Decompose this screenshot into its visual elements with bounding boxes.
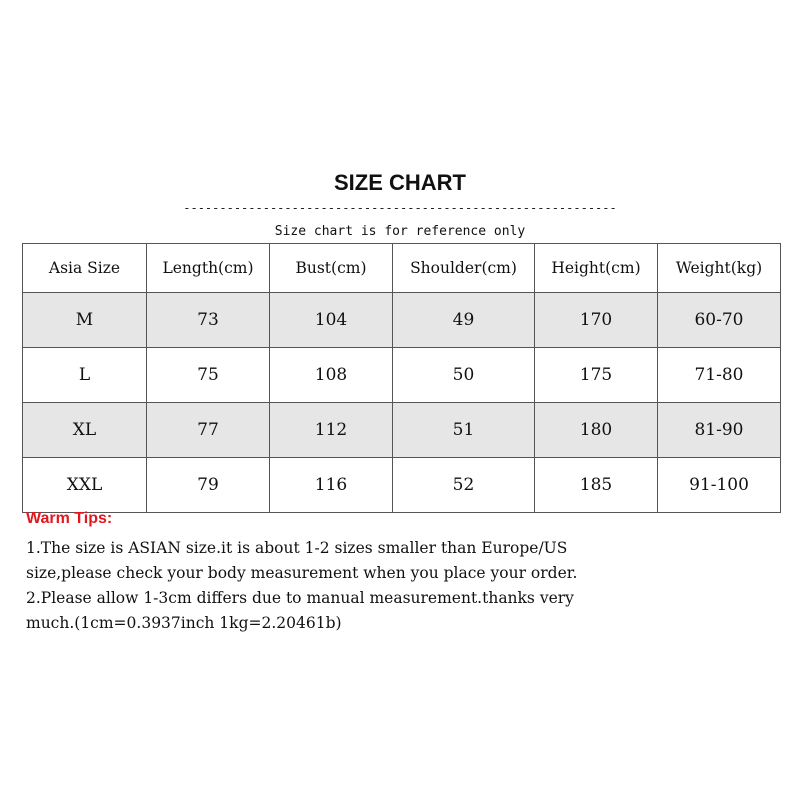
cell-weight: 60-70	[658, 293, 781, 348]
cell-length: 79	[147, 458, 270, 513]
cell-shoulder: 51	[393, 403, 535, 458]
warm-tips-title: Warm Tips:	[26, 510, 113, 527]
cell-size: XL	[23, 403, 147, 458]
cell-size: XXL	[23, 458, 147, 513]
header-bust: Bust(cm)	[270, 244, 393, 293]
table-row	[23, 293, 781, 348]
table-row	[23, 458, 781, 513]
tip-line: size,please check your body measurement when you place your order.	[26, 564, 578, 582]
warm-tips-text	[26, 536, 786, 636]
header-weight: Weight(kg)	[658, 244, 781, 293]
header-shoulder: Shoulder(cm)	[393, 244, 535, 293]
cell-size: L	[23, 348, 147, 403]
cell-shoulder: 52	[393, 458, 535, 513]
cell-bust: 116	[270, 458, 393, 513]
cell-weight: 71-80	[658, 348, 781, 403]
table-row	[23, 348, 781, 403]
cell-bust: 108	[270, 348, 393, 403]
size-table	[22, 243, 781, 513]
cell-height: 180	[535, 403, 658, 458]
tip-line: 1.The size is ASIAN size.it is about 1-2 sizes smaller than Europe/US	[26, 539, 568, 557]
cell-length: 75	[147, 348, 270, 403]
cell-shoulder: 49	[393, 293, 535, 348]
header-asia-size: Asia Size	[23, 244, 147, 293]
cell-shoulder: 50	[393, 348, 535, 403]
cell-length: 73	[147, 293, 270, 348]
cell-bust: 112	[270, 403, 393, 458]
page-title: SIZE CHART	[334, 170, 466, 195]
cell-weight: 91-100	[658, 458, 781, 513]
cell-height: 175	[535, 348, 658, 403]
cell-height: 185	[535, 458, 658, 513]
cell-length: 77	[147, 403, 270, 458]
table-header-row	[23, 244, 781, 293]
reference-note: Size chart is for reference only	[274, 224, 526, 239]
table-row	[23, 403, 781, 458]
tip-line: 2.Please allow 1-3cm differs due to manual measurement.thanks very	[26, 589, 574, 607]
cell-size: M	[23, 293, 147, 348]
tip-line: much.(1cm=0.3937inch 1kg=2.20461b)	[26, 614, 342, 632]
cell-height: 170	[535, 293, 658, 348]
cell-bust: 104	[270, 293, 393, 348]
cell-weight: 81-90	[658, 403, 781, 458]
dashed-divider: ------------------------------------------------------------	[183, 201, 617, 215]
header-length: Length(cm)	[147, 244, 270, 293]
header-height: Height(cm)	[535, 244, 658, 293]
